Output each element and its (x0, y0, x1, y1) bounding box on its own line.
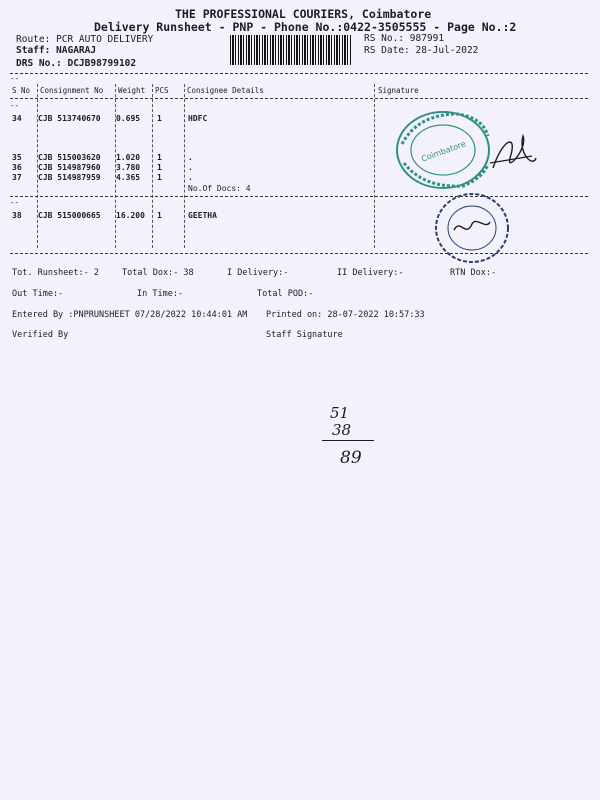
rs-date: RS Date: 28-Jul-2022 (364, 45, 479, 56)
row-sno: 37 (12, 173, 22, 182)
in-time: In Time:- (137, 289, 184, 299)
row-weight: 0.695 (116, 114, 141, 123)
verified-by: Verified By (12, 330, 69, 340)
staff-label: Staff: NAGARAJ (16, 45, 97, 56)
row-sno: 35 (12, 153, 22, 162)
docs-count-note: No.Of Docs: 4 (188, 184, 251, 193)
col-header-weight: Weight (118, 86, 146, 95)
ii-delivery: II Delivery:- (337, 268, 404, 278)
divider (10, 98, 588, 99)
row-consignee: GEETHA (188, 211, 217, 220)
row-consignment: CJB 514987960 (38, 163, 101, 172)
col-header-signature: Signature (378, 86, 419, 95)
handwritten-number: 38 (332, 421, 352, 439)
i-delivery: I Delivery:- (227, 268, 289, 278)
printed-on: Printed on: 28-07-2022 10:57:33 (266, 310, 425, 320)
column-rule (374, 84, 375, 248)
sep-mark: -- (10, 198, 20, 207)
row-consignee: . (188, 163, 193, 172)
row-weight: 1.020 (116, 153, 141, 162)
sep-mark: -- (10, 74, 20, 83)
row-weight: 16.200 (116, 211, 145, 220)
staff-signature: Staff Signature (266, 330, 343, 340)
sep-mark: -- (10, 101, 20, 110)
handwritten-rule (322, 440, 374, 441)
row-pcs: 1 (157, 163, 162, 172)
row-consignment: CJB 515003620 (38, 153, 101, 162)
company-title: THE PROFESSIONAL COURIERS, Coimbatore (175, 7, 432, 21)
rs-number: RS No.: 987991 (364, 33, 445, 44)
row-consignee: . (188, 153, 193, 162)
col-header-sno: S No (12, 86, 31, 95)
row-pcs: 1 (157, 153, 162, 162)
geetha-stamp (430, 190, 515, 265)
row-consignment: CJB 513740670 (38, 114, 101, 123)
column-rule (184, 84, 185, 248)
rtn-dox: RTN Dox:- (450, 268, 497, 278)
route-label: Route: PCR AUTO DELIVERY (16, 34, 154, 45)
row-pcs: 1 (157, 114, 162, 123)
row-consignment: CJB 514987959 (38, 173, 101, 182)
row-consignee: HDFC (188, 114, 208, 123)
column-rule (152, 84, 153, 248)
row-weight: 4.365 (116, 173, 141, 182)
row-pcs: 1 (157, 173, 162, 182)
row-consignee: . (188, 173, 193, 182)
col-header-consignment: Consignment No (40, 86, 104, 95)
total-dox: Total Dox:- 38 (122, 268, 194, 278)
total-pod: Total POD:- (257, 289, 314, 299)
row-sno: 36 (12, 163, 22, 172)
runsheet-subtitle: Delivery Runsheet - PNP - Phone No.:0422-3505555 - Page No.:2 (94, 20, 517, 34)
drs-number: DRS No.: DCJB98799102 (16, 58, 137, 69)
col-header-consignee: Consignee Details (187, 86, 264, 95)
row-weight: 3.780 (116, 163, 141, 172)
svg-text:Coimbatore: Coimbatore (420, 139, 467, 164)
row-sno: 38 (12, 211, 22, 220)
handwritten-number: 51 (330, 404, 350, 422)
tot-runsheet: Tot. Runsheet:- 2 (12, 268, 99, 278)
entered-by: Entered By :PNPRUNSHEET 07/28/2022 10:44:01 AM (12, 310, 248, 320)
col-header-pcs: PCS (155, 86, 169, 95)
row-pcs: 1 (157, 211, 162, 220)
row-consignment: CJB 515000665 (38, 211, 101, 220)
handwritten-number: 89 (340, 448, 362, 468)
out-time: Out Time:- (12, 289, 64, 299)
signature-scribble (488, 128, 538, 183)
row-sno: 34 (12, 114, 22, 123)
barcode (230, 35, 352, 65)
divider (10, 73, 588, 74)
